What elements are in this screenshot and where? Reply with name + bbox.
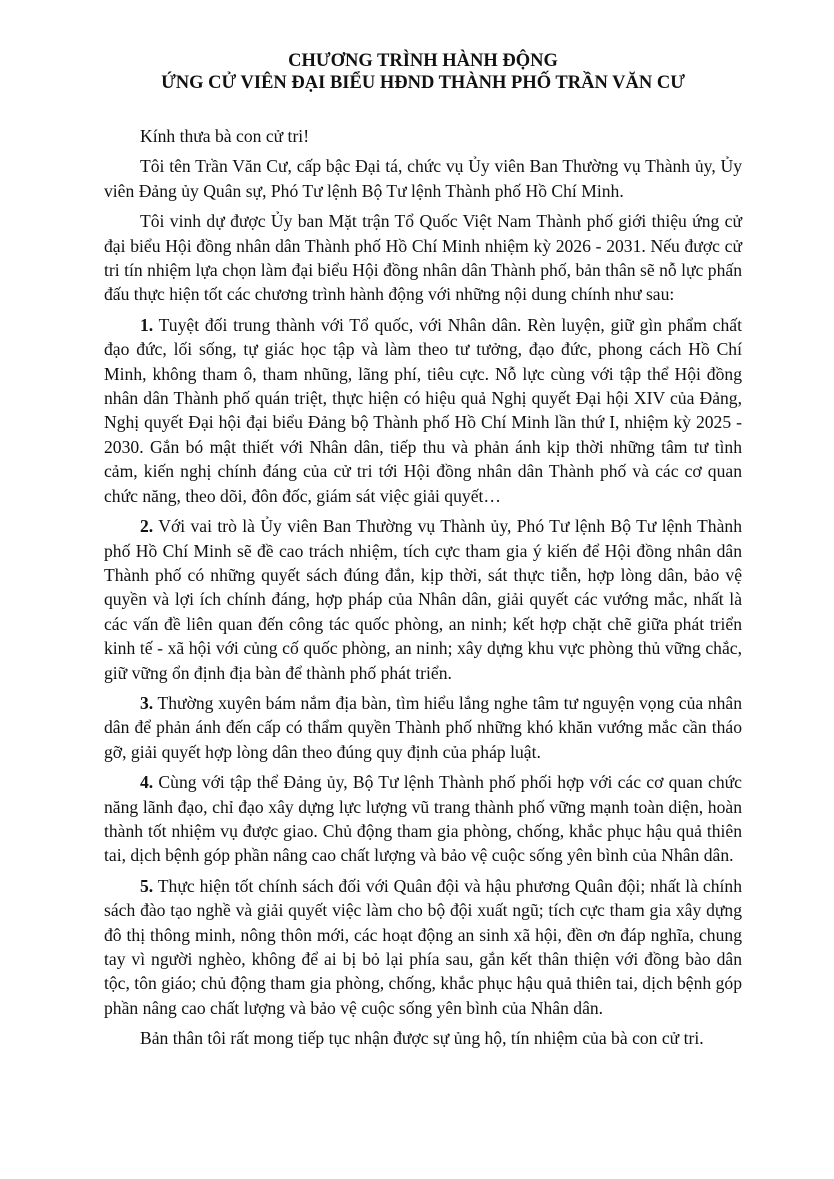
action-item-3: [104, 691, 742, 764]
action-item-5: [104, 874, 742, 1020]
action-item-number: 3.: [140, 692, 154, 713]
closing-paragraph: Bản thân tôi rất mong tiếp tục nhận được sự ủng hộ, tín nhiệm của bà con cử tri.: [140, 1028, 704, 1049]
document-body: [104, 124, 742, 1051]
title-line-2: ỨNG CỬ VIÊN ĐẠI BIỂU HĐND THÀNH PHỐ TRẦN VĂN CƯ: [161, 73, 685, 93]
nomination-paragraph: Tôi vinh dự được Ủy ban Mặt trận Tổ Quốc Việt Nam Thành phố giới thiệu ứng cử đại biểu Hội đồng nhân dân Thành phố Hồ Chí Minh nhiệm kỳ 2026 - 2031. Nếu được cử tri tín nhiệm lựa chọn làm đại biểu Hội đồng nhân dân Thành phố, bản thân sẽ nỗ lực phấn đấu thực hiện tốt các chương trình hành động với những nội dung chính như sau:: [104, 211, 742, 305]
action-item-text: Với vai trò là Ủy viên Ban Thường vụ Thành ủy, Phó Tư lệnh Bộ Tư lệnh Thành phố Hồ Chí Minh sẽ đề cao trách nhiệm, tích cực tham gia ý kiến để Hội đồng nhân dân Thành phố có những quyết sách đúng đắn, kịp thời, sát thực tiễn, hợp lòng dân, bảo vệ quyền và lợi ích chính đáng, hợp pháp của Nhân dân, giải quyết các vướng mắc, nhất là các vấn đề liên quan đến công tác quốc phòng, an ninh; kết hợp chặt chẽ giữa phát triển kinh tế - xã hội với củng cố quốc phòng, an ninh; xây dựng khu vực phòng thủ vững chắc, giữ vững ổn định địa bàn để thành phố phát triển.: [104, 516, 742, 683]
intro-paragraph: Tôi tên Trần Văn Cư, cấp bậc Đại tá, chức vụ Ủy viên Ban Thường vụ Thành ủy, Ủy viên Đảng ủy Quân sự, Phó Tư lệnh Bộ Tư lệnh Thành phố Hồ Chí Minh.: [104, 156, 742, 201]
action-item-number: 2.: [140, 516, 154, 537]
action-item-number: 4.: [140, 772, 154, 793]
action-item-number: 5.: [140, 875, 154, 896]
action-item-2: [104, 514, 742, 685]
title-line-1: CHƯƠNG TRÌNH HÀNH ĐỘNG: [288, 51, 558, 71]
action-item-4: [104, 770, 742, 868]
action-item-text: Thường xuyên bám nắm địa bàn, tìm hiểu lắng nghe tâm tư nguyện vọng của nhân dân để phản ánh đến cấp có thẩm quyền Thành phố những khó khăn vướng mắc cần tháo gỡ, giải quyết hợp lòng dân theo đúng quy định của pháp luật.: [104, 692, 742, 762]
action-item-text: Thực hiện tốt chính sách đối với Quân đội và hậu phương Quân đội; nhất là chính sách đào tạo nghề và giải quyết việc làm cho bộ đội xuất ngũ; tích cực tham gia xây dựng đô thị thông minh, nông thôn mới, các hoạt động an sinh xã hội, đền ơn đáp nghĩa, chung tay vì người nghèo, không để ai bị bỏ lại phía sau, gắn kết thân thiện với đồng bào dân tộc, tôn giáo; chủ động tham gia phòng, chống, khắc phục hậu quả thiên tai, dịch bệnh góp phần nâng cao chất lượng và bảo vệ cuộc sống yên bình của Nhân dân.: [104, 875, 742, 1018]
action-item-text: Tuyệt đối trung thành với Tổ quốc, với Nhân dân. Rèn luyện, giữ gìn phẩm chất đạo đức, lối sống, tự giác học tập và làm theo tư tưởng, đạo đức, phong cách Hồ Chí Minh, không tham ô, tham nhũng, lãng phí, tiêu cực. Nỗ lực cùng với tập thể Hội đồng nhân dân Thành phố quán triệt, thực hiện có hiệu quả Nghị quyết Đại hội XIV của Đảng, Nghị quyết Đại hội đại biểu Đảng bộ Thành phố Hồ Chí Minh lần thứ I, nhiệm kỳ 2025 - 2030. Gắn bó mật thiết với Nhân dân, tiếp thu và phản ánh kịp thời những tâm tư tình cảm, kiến nghị chính đáng của cử tri tới Hội đồng nhân dân Thành phố và các cơ quan chức năng, theo dõi, đôn đốc, giám sát việc giải quyết…: [104, 314, 742, 506]
action-item-1: [104, 313, 742, 508]
greeting-paragraph: Kính thưa bà con cử tri!: [140, 126, 310, 146]
action-item-number: 1.: [140, 314, 154, 335]
document-title: [104, 50, 742, 94]
action-item-text: Cùng với tập thể Đảng ủy, Bộ Tư lệnh Thành phố phối hợp với các cơ quan chức năng lãnh đạo, chỉ đạo xây dựng lực lượng vũ trang thành phố vững mạnh toàn diện, hoàn thành tốt nhiệm vụ được giao. Chủ động tham gia phòng, chống, khắc phục hậu quả thiên tai, dịch bệnh góp phần nâng cao chất lượng và bảo vệ cuộc sống yên bình của Nhân dân.: [104, 772, 742, 866]
